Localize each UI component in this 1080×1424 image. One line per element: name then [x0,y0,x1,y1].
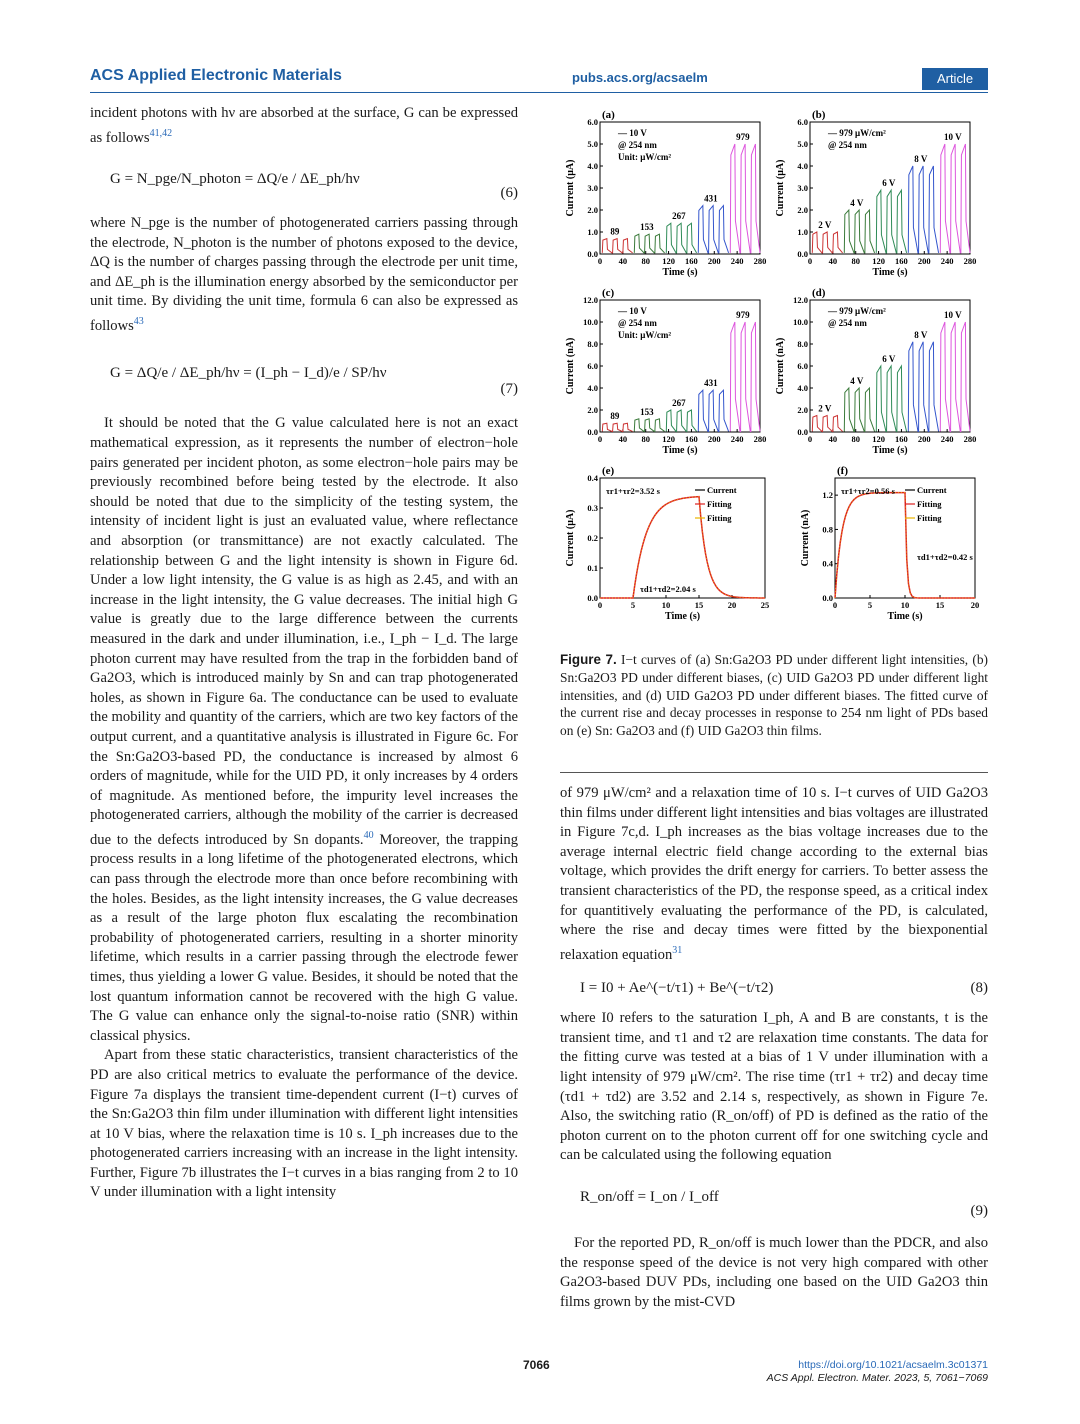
data-series-line [876,366,906,431]
y-tick-label: 2.0 [587,205,598,215]
panel-label: (e) [602,465,615,477]
x-tick-label: 240 [940,434,954,444]
data-series-line [940,322,970,431]
data-series-line [634,234,664,253]
x-tick-label: 10 [900,600,910,610]
chart-panel [565,109,766,278]
y-tick-label: 12.0 [793,295,808,305]
paragraph: where N_pge is the number of photogenerated carriers passing through the electrode, N_photon is the number of photons exposed to the device, ΔQ is the number of charges passing through the electrode per unit time, and ΔE_ph is the illumination energy absorbed by the semiconductor per unit time. By dividing the unit time, formula 6 can also be expressed as follows$^{43}$ [90,215,518,334]
y-tick-label: 0.0 [587,427,598,437]
legend-entry: @ 254 nm [618,318,657,328]
data-series-line [602,239,632,253]
legend-entry: @ 254 nm [828,140,867,150]
x-tick-label: 0 [597,434,603,444]
x-tick-label: 120 [872,256,885,266]
series-label: 4 V [850,198,864,208]
reference-link[interactable]: 41,42 [149,127,173,139]
y-tick-label: 12.0 [583,295,598,305]
chart-panel [800,465,979,622]
y-tick-label: 10.0 [793,317,808,327]
x-tick-label: 5 [867,600,873,610]
y-tick-label: 10.0 [583,317,598,327]
data-series-line [844,388,874,431]
series-label: 2 V [818,220,832,230]
data-series-line [730,144,760,253]
y-tick-label: 8.0 [587,339,598,349]
reference-link[interactable]: 40 [363,829,374,841]
x-tick-label: 40 [828,434,838,444]
panel-label: (c) [602,287,615,299]
chart-panel [565,465,769,622]
x-tick-label: 200 [917,434,931,444]
series-label: 8 V [914,154,928,164]
panel-label: (b) [812,109,826,121]
series-label: 979 [736,310,750,320]
page-number: 7066 [523,1358,550,1372]
y-tick-label: 0.0 [797,427,808,437]
legend-entry: — 10 V [618,306,647,316]
y-tick-label: 0.2 [587,533,598,543]
series-label: 153 [640,222,654,233]
legend-entry: @ 254 nm [618,140,657,150]
y-tick-label: 2.0 [587,405,598,415]
doi-link[interactable]: https://doi.org/10.1021/acsaelm.3c01371 [798,1359,988,1371]
y-tick-label: 8.0 [797,339,808,349]
x-tick-label: 15 [935,600,945,610]
x-tick-label: 200 [707,256,721,266]
x-tick-label: 120 [662,256,675,266]
current-data-points [600,497,765,598]
x-tick-label: 20 [970,600,980,610]
series-label: 8 V [914,329,928,340]
chart-panel [775,109,976,278]
panel-label: (d) [812,287,826,299]
x-tick-label: 240 [730,434,744,444]
x-axis-label: Time (s) [872,445,908,456]
right-column [560,784,988,1312]
x-axis-label: Time (s) [664,611,701,622]
y-tick-label: 0.0 [822,593,833,603]
header-divider [90,92,988,93]
legend-entry: @ 254 nm [828,318,867,328]
paragraph: where I0 refers to the saturation I_ph, A and B are constants, t is the transient time, and τ1 and τ2 are relaxation time constants. The data for the fitting curve was tested at a bias of 1 V under illumination with a light intensity of 979 μW/cm². The rise time (τr1 + τr2) and decay time (τd1 + τd2) are 3.52 and 2.14 s, respectively, as shown in Figure 7e. Also, the switching ratio (R_on/off) of PD is defined as the ratio of the photon current on to the photon current off for one switching cycle and can be calculated using the following equation [560,1010,988,1164]
x-tick-label: 120 [872,434,885,444]
legend-entry: Current [707,485,737,495]
series-label: 153 [640,406,654,417]
y-tick-label: 2.0 [797,205,808,215]
legend-entry: Fitting [917,499,942,509]
y-axis-label: Current (nA) [800,509,811,567]
x-tick-label: 160 [685,256,698,266]
y-tick-label: 1.2 [822,490,833,501]
reference-link[interactable]: 43 [133,316,144,328]
y-axis-label: Current (nA) [775,337,786,395]
legend-entry: Current [917,485,947,495]
y-tick-label: 3.0 [797,183,808,193]
data-series-line [666,223,696,253]
y-tick-label: 0.1 [587,563,598,573]
x-axis-label: Time (s) [887,611,923,622]
y-tick-label: 1.0 [587,227,598,237]
x-tick-label: 280 [753,256,767,266]
x-tick-label: 40 [828,256,838,266]
equation-number: (7) [500,381,518,398]
figure-caption: Figure 7. I−t curves of (a) Sn:Ga2O3 PD under different light intensities, (b) Sn:Ga2O3 PD under different biases, (c) UID Ga2O3 PD under different light intensities, and (d) UID Ga2O3 PD under different biases. The fitted curve of the current rise and decay processes in response to 254 nm light of PDs based on (e) Sn: Ga2O3 and (f) UID Ga2O3 thin films. [560,652,988,739]
x-tick-label: 20 [727,600,737,610]
x-tick-label: 280 [963,434,977,444]
series-label: 89 [610,411,620,422]
y-axis-label: Current (μA) [775,159,786,217]
series-label: 431 [704,378,718,389]
y-tick-label: 4.0 [797,383,808,393]
chart-panel [775,287,976,456]
y-tick-label: 3.0 [587,183,598,193]
x-tick-label: 40 [618,434,628,444]
panel-label: (f) [837,465,848,477]
x-tick-label: 160 [685,434,698,444]
x-tick-label: 40 [618,256,628,266]
y-tick-label: 0.0 [587,249,598,259]
data-series-line [698,390,728,431]
y-tick-label: 5.0 [587,139,598,149]
equation-number: (8) [970,980,988,997]
data-series-line [876,190,906,253]
rise-time-annotation: τr1+τr2=0.56 s [841,486,895,496]
chart-panel [565,287,766,456]
y-tick-label: 0.0 [587,593,598,603]
y-tick-label: 6.0 [587,117,598,127]
decay-time-annotation: τd1+τd2=0.42 s [917,552,973,562]
data-series-line [908,342,938,432]
reference-link[interactable]: 31 [672,944,683,956]
y-tick-label: 0.8 [822,524,833,535]
y-tick-label: 1.0 [797,227,808,237]
rise-fitting-line [835,493,975,598]
legend-entry: Fitting [707,513,732,523]
plot-frame [600,478,765,598]
equation-number: (6) [500,185,518,202]
y-tick-label: 0.4 [587,473,598,483]
y-tick-label: 0.4 [822,558,833,569]
series-label: 2 V [818,403,832,414]
data-series-line [940,144,970,253]
journal-url-link[interactable]: pubs.acs.org/acsaelm [572,70,708,85]
y-axis-label: Current (μA) [565,159,576,217]
y-tick-label: 4.0 [797,161,808,171]
rise-time-annotation: τr1+τr2=3.52 s [606,486,660,496]
x-axis-label: Time (s) [662,267,698,278]
equation-number: (9) [970,1202,988,1219]
x-axis-label: Time (s) [662,445,698,456]
x-tick-label: 240 [730,256,744,266]
caption-divider [560,772,988,773]
x-tick-label: 80 [851,434,860,444]
x-tick-label: 15 [694,600,704,610]
data-series-line [844,210,874,253]
y-tick-label: 0.0 [797,249,808,259]
panel-label: (a) [602,109,615,121]
x-tick-label: 0 [807,434,813,444]
legend-entry: Fitting [917,513,942,523]
series-label: 267 [672,398,686,408]
left-column [90,104,518,1203]
x-tick-label: 80 [851,256,860,266]
legend-entry: Unit: μW/cm² [618,330,672,340]
journal-title[interactable]: ACS Applied Electronic Materials [90,67,342,84]
series-label: 979 [736,132,750,142]
x-axis-label: Time (s) [872,267,908,278]
series-label: 6 V [882,354,896,364]
citation: ACS Appl. Electron. Mater. 2023, 5, 7061−7069 [766,1372,988,1384]
data-series-line [634,419,664,432]
y-tick-label: 4.0 [587,161,598,171]
legend-entry: — 979 μW/cm² [828,306,886,316]
x-tick-label: 240 [940,256,954,266]
series-label: 89 [610,226,620,237]
decay-time-annotation: τd1+τd2=2.04 s [640,584,696,594]
series-label: 431 [704,193,718,204]
paragraph: It should be noted that the G value calculated here is not an exact mathematical expression, as it represents the number of electron−hole pairs generated per incident photon, as some electron−hole pairs may be previously recombined before being tested by the electrode. It also should be noted that due to the simplicity of the testing system, the intensity of incident light is just an evaluated value, where reflectance and absorption (or transmittance) are not exactly calculated. The relationship between G and the light intensity is shown in Figure 6d. Under a low light intensity, the G value is as high as 2.45, and with an increase in the light intensity, the G value decreases. The initial high G value is greatly due to the large difference between the currents measured in the dark and under illumination, i.e., I_ph − I_d. The large photon current may have resulted from the trap in the forbidden band of Ga2O3, which is introduced mainly by Sn and can trap photogenerated holes, as shown in Figure 6a. The conductance can be used to evaluate the mobility and quantity of the carriers, which are two key factors of the output current, and a quantitative analysis is illustrated in Figure 6c. For the Sn:Ga2O3-based PD, the conductance is increased by almost 6 orders of magnitude, while for the UID PD, it only increases by 4 orders of magnitude. As mentioned before, the impurity level increases the photogenerated carriers, although the mobility of the carrier is decreased due to the defects introduced by Sn dopants.$^{40}$ Moreover, the trapping process results in a long lifetime of the photogenerated electrons, which can pass through the electrode more than once before recombining with the holes. Besides, as the light intensity increases, the G value decreases as a result of the large photon flux escalating the recombination probability of photogenerated carriers, resulting in a shorter minority lifetime, which results in a carrier passing through the electrode fewer times, thus yielding a lower G value. Besides, it should be noted that the lost quantum information cannot be recovered with the high G value. The G value can enhance only the signal-to-noise ratio (SNR) within classical physics. [90,415,518,1044]
data-series-line [698,206,728,253]
paragraph: For the reported PD, R_on/off is much lower than the PDCR, and also the response speed of the device is not very high compared with other Ga2O3-based DUV PDs, including one based on the UID Ga2O3 thin films grown by the mist-CVD [560,1234,988,1310]
series-label: 4 V [850,376,864,386]
x-tick-label: 25 [760,600,770,610]
x-tick-label: 0 [597,600,603,610]
paragraph: incident photons with hν are absorbed at the surface, G can be expressed as follows$^{41,42}$ [90,105,518,146]
paragraph: of 979 μW/cm² and a relaxation time of 10 s. I−t curves of UID Ga2O3 thin films under different light intensities and bias voltages are illustrated in Figure 7c,d. I_ph increases as the bias voltage increases due to the average internal electric field change according to the external bias voltage, which provides the drift energy for carriers. To better assess the transient characteristics of the PD, the response speed, as a critical index for quantitively evaluating the performance of the PD, is calculated, where the rise and decay times were fitted by the biexponential relaxation equation$^{31}$ [560,785,988,963]
equation-7: G = ΔQ/e / ΔE_ph/hν = (I_ph − I_d)/e / SP/hν (7) [90,336,518,414]
x-tick-label: 80 [641,256,650,266]
x-tick-label: 120 [662,434,675,444]
legend-entry: Fitting [707,499,732,509]
x-tick-label: 160 [895,434,908,444]
data-series-line [812,416,842,432]
rise-fitting-line [600,497,765,598]
equation-8: I = I0 + Ae^(−t/τ1) + Be^(−t/τ2) (8) [560,965,988,1009]
x-tick-label: 0 [597,256,603,266]
y-tick-label: 5.0 [797,139,808,149]
figure-7 [560,104,990,644]
y-tick-label: 4.0 [587,383,598,393]
y-tick-label: 6.0 [587,361,598,371]
equation-6: G = N_pge/N_photon = ΔQ/e / ΔE_ph/hν (6) [90,148,518,214]
legend-entry: — 979 μW/cm² [828,128,886,138]
data-series-line [812,232,842,253]
legend-entry: Unit: μW/cm² [618,152,672,162]
series-label: 6 V [882,178,896,189]
y-axis-label: Current (nA) [565,337,576,395]
x-tick-label: 200 [917,256,931,266]
paragraph: Apart from these static characteristics, transient characteristics of the PD are also critical metrics to evaluate the performance of the device. Figure 7a displays the transient time-dependent current (I−t) curves of the Sn:Ga2O3 thin film under illumination with different light intensities at 10 V bias, where the relaxation time is 10 s. I_ph increases due to the photogenerated carriers increasing with an increase in the light intensity. Further, Figure 7b illustrates the I−t curves in a bias ranging from 2 to 10 V under illumination with a light intensity [90,1047,518,1201]
y-tick-label: 6.0 [797,361,808,371]
x-tick-label: 0 [807,256,813,266]
series-label: 10 V [944,310,962,320]
y-tick-label: 0.3 [587,503,598,513]
x-tick-label: 10 [661,600,671,610]
x-tick-label: 5 [630,600,636,610]
y-axis-label: Current (μA) [565,509,576,567]
x-tick-label: 80 [641,434,650,444]
x-tick-label: 280 [963,256,977,266]
legend-entry: — 10 V [618,128,647,138]
series-label: 267 [672,211,686,222]
x-tick-label: 200 [707,434,721,444]
data-series-line [666,410,696,431]
article-type-badge: Article [922,68,988,90]
data-series-line [602,423,632,431]
y-tick-label: 6.0 [797,117,808,127]
x-tick-label: 160 [895,256,908,266]
x-tick-label: 0 [832,600,838,610]
equation-9: R_on/off = I_on / I_off (9) [560,1166,988,1234]
data-series-line [908,166,938,253]
series-label: 10 V [944,132,962,142]
x-tick-label: 280 [753,434,767,444]
y-tick-label: 2.0 [797,405,808,415]
data-series-line [730,322,760,431]
